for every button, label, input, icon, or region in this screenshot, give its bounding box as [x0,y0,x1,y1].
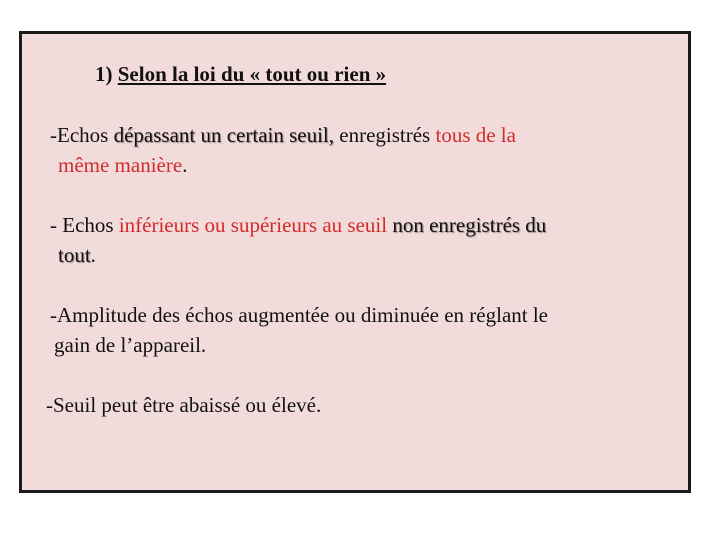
text-red: tous de la [435,123,516,147]
paragraph-amplitude [50,300,670,360]
text-shadowed: non enregistrés du [392,213,547,237]
paragraph-line [50,240,670,270]
paragraph-line: -Seuil peut être abaissé ou élevé. [46,393,322,417]
section-heading [95,62,386,87]
heading-text: Selon la loi du « tout ou rien » [117,62,387,86]
paragraph-line: -Amplitude des échos augmentée ou diminuée en réglant le [50,303,549,327]
text-shadowed: tout [58,243,91,267]
paragraph-line [50,210,670,240]
paragraph-line: gain de l’appareil. [54,333,207,357]
text-prefix: -Echos [50,123,114,147]
text-end: . [182,153,188,177]
text-middle: enregistrés [334,123,436,147]
paragraph-line [50,150,650,180]
text-prefix: - Echos [50,213,119,237]
paragraph-echos-below-threshold [50,210,670,270]
heading-number: 1) [95,62,113,86]
paragraph-echos-above-threshold [50,120,650,180]
paragraph-threshold [46,390,646,420]
text-shadowed: dépassant un certain seuil, [113,123,335,147]
text-red: inférieurs ou supérieurs au seuil [118,213,388,237]
text-end: . [90,243,96,267]
paragraph-line [50,120,650,150]
text-red: même manière [58,153,183,177]
